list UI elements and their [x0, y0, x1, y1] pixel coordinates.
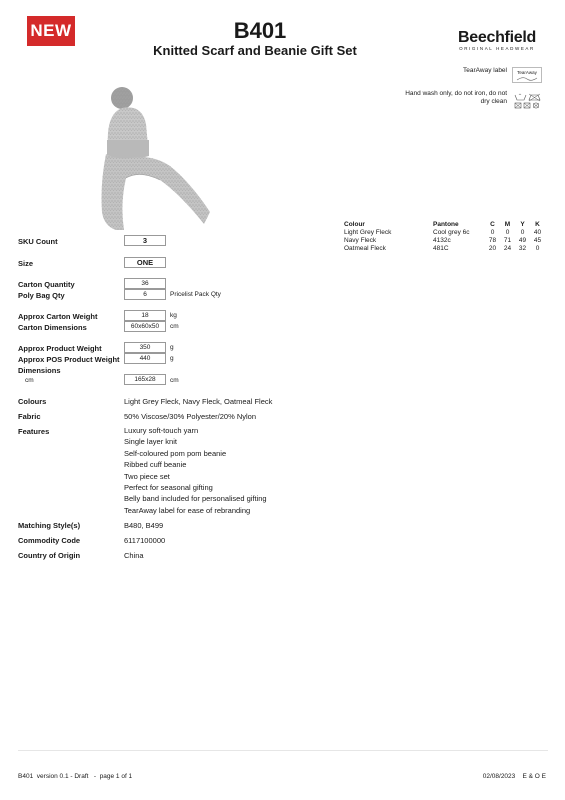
product-image [100, 84, 210, 232]
footer-version: B401 version 0.1 - Draft - page 1 of 1 [18, 773, 133, 780]
commodity-code-label: Commodity Code [18, 536, 81, 545]
table-cell: 40 [533, 229, 542, 236]
col-c: C [490, 221, 495, 228]
carton-weight-unit: kg [170, 312, 177, 319]
table-cell: 45 [533, 237, 542, 244]
dimensions-unit: cm [170, 377, 179, 384]
fabric-label: Fabric [18, 412, 41, 421]
new-badge: NEW [27, 16, 75, 46]
table-cell: 4132c [433, 237, 451, 244]
dimensions-value: 165x28 [124, 374, 166, 385]
origin-label: Country of Origin [18, 551, 81, 560]
care-instructions: Hand wash only, do not iron, do not dry clean [405, 90, 507, 105]
list-item: Ribbed cuff beanie [124, 460, 187, 470]
list-item: Two piece set [124, 471, 170, 481]
features-label: Features [18, 427, 50, 436]
table-cell: Oatmeal Fleck [344, 245, 386, 252]
sku-count-label: SKU Count [18, 237, 58, 246]
colour-table [344, 221, 545, 253]
poly-bag-label: Poly Bag Qty [18, 291, 65, 300]
carton-weight-value: 18 [124, 310, 166, 321]
list-item: Self-coloured pom pom beanie [124, 448, 227, 458]
carton-weight-label: Approx Carton Weight [18, 312, 98, 321]
footer-date: 02/08/2023 E & O E [482, 773, 546, 780]
table-cell: Cool grey 6c [433, 229, 470, 236]
table-cell: 49 [518, 237, 527, 244]
list-item: Perfect for seasonal gifting [124, 483, 213, 493]
tearaway-label-icon [512, 67, 542, 83]
table-cell: Light Grey Fleck [344, 229, 392, 236]
dimensions-sub-label: cm [25, 377, 34, 384]
carton-dim-label: Carton Dimensions [18, 323, 87, 332]
colours-value: Light Grey Fleck, Navy Fleck, Oatmeal Fleck [124, 397, 273, 406]
col-m: M [504, 221, 511, 228]
table-cell: 0 [535, 245, 540, 252]
table-cell: 20 [488, 245, 497, 252]
table-cell: Navy Fleck [344, 237, 377, 244]
care-symbols-icon [512, 92, 542, 110]
table-cell: 0 [520, 229, 525, 236]
matching-styles-label: Matching Style(s) [18, 521, 81, 530]
carton-dim-unit: cm [170, 323, 179, 330]
table-cell: 481C [433, 245, 449, 252]
col-colour: Colour [344, 221, 365, 228]
list-item: TearAway label for ease of rebranding [124, 505, 251, 515]
brand-name: Beechfield [458, 29, 536, 46]
sku-count-value: 3 [124, 235, 166, 246]
size-value: ONE [124, 257, 166, 268]
list-item: Single layer knit [124, 437, 177, 447]
product-code: B401 [233, 18, 287, 43]
matching-styles-value: B480, B499 [124, 521, 164, 530]
list-item: Belly band included for personalised gifting [124, 494, 267, 504]
list-item: Luxury soft-touch yarn [124, 426, 199, 435]
table-cell: 71 [503, 237, 512, 244]
dimensions-label: Dimensions [18, 366, 61, 375]
carton-qty-value: 36 [124, 278, 166, 289]
carton-dim-value: 60x60x50 [124, 321, 166, 332]
product-name: Knitted Scarf and Beanie Gift Set [153, 43, 357, 58]
tearaway-icon-text: TearAway [517, 70, 537, 75]
features-list [124, 425, 267, 516]
product-weight-label: Approx Product Weight [18, 344, 102, 353]
brand-logo [452, 29, 542, 51]
table-row [344, 245, 545, 253]
fabric-value: 50% Viscose/30% Polyester/20% Nylon [124, 412, 257, 421]
table-row [344, 237, 545, 245]
size-label: Size [18, 259, 34, 268]
tearaway-text: TearAway label [463, 67, 507, 74]
colour-table-header [344, 221, 545, 229]
product-weight-unit: g [170, 344, 174, 351]
table-cell: 78 [488, 237, 497, 244]
table-cell: 24 [503, 245, 512, 252]
footer-divider [18, 750, 548, 751]
pos-weight-label: Approx POS Product Weight [18, 355, 120, 364]
product-weight-value: 350 [124, 342, 166, 353]
col-pantone: Pantone [433, 221, 459, 228]
table-cell: 0 [490, 229, 495, 236]
col-y: Y [520, 221, 525, 228]
origin-value: China [124, 551, 144, 560]
table-row [344, 229, 545, 237]
poly-bag-value: 6 [124, 289, 166, 300]
brand-tagline: ORIGINAL HEADWEAR [459, 46, 535, 51]
colours-label: Colours [18, 397, 47, 406]
pos-weight-unit: g [170, 355, 174, 362]
carton-qty-label: Carton Quantity [18, 280, 75, 289]
pos-weight-value: 440 [124, 353, 166, 364]
table-cell: 32 [518, 245, 527, 252]
poly-bag-note: Pricelist Pack Qty [170, 291, 221, 298]
col-k: K [535, 221, 540, 228]
commodity-code-value: 6117100000 [124, 536, 166, 545]
table-cell: 0 [505, 229, 510, 236]
